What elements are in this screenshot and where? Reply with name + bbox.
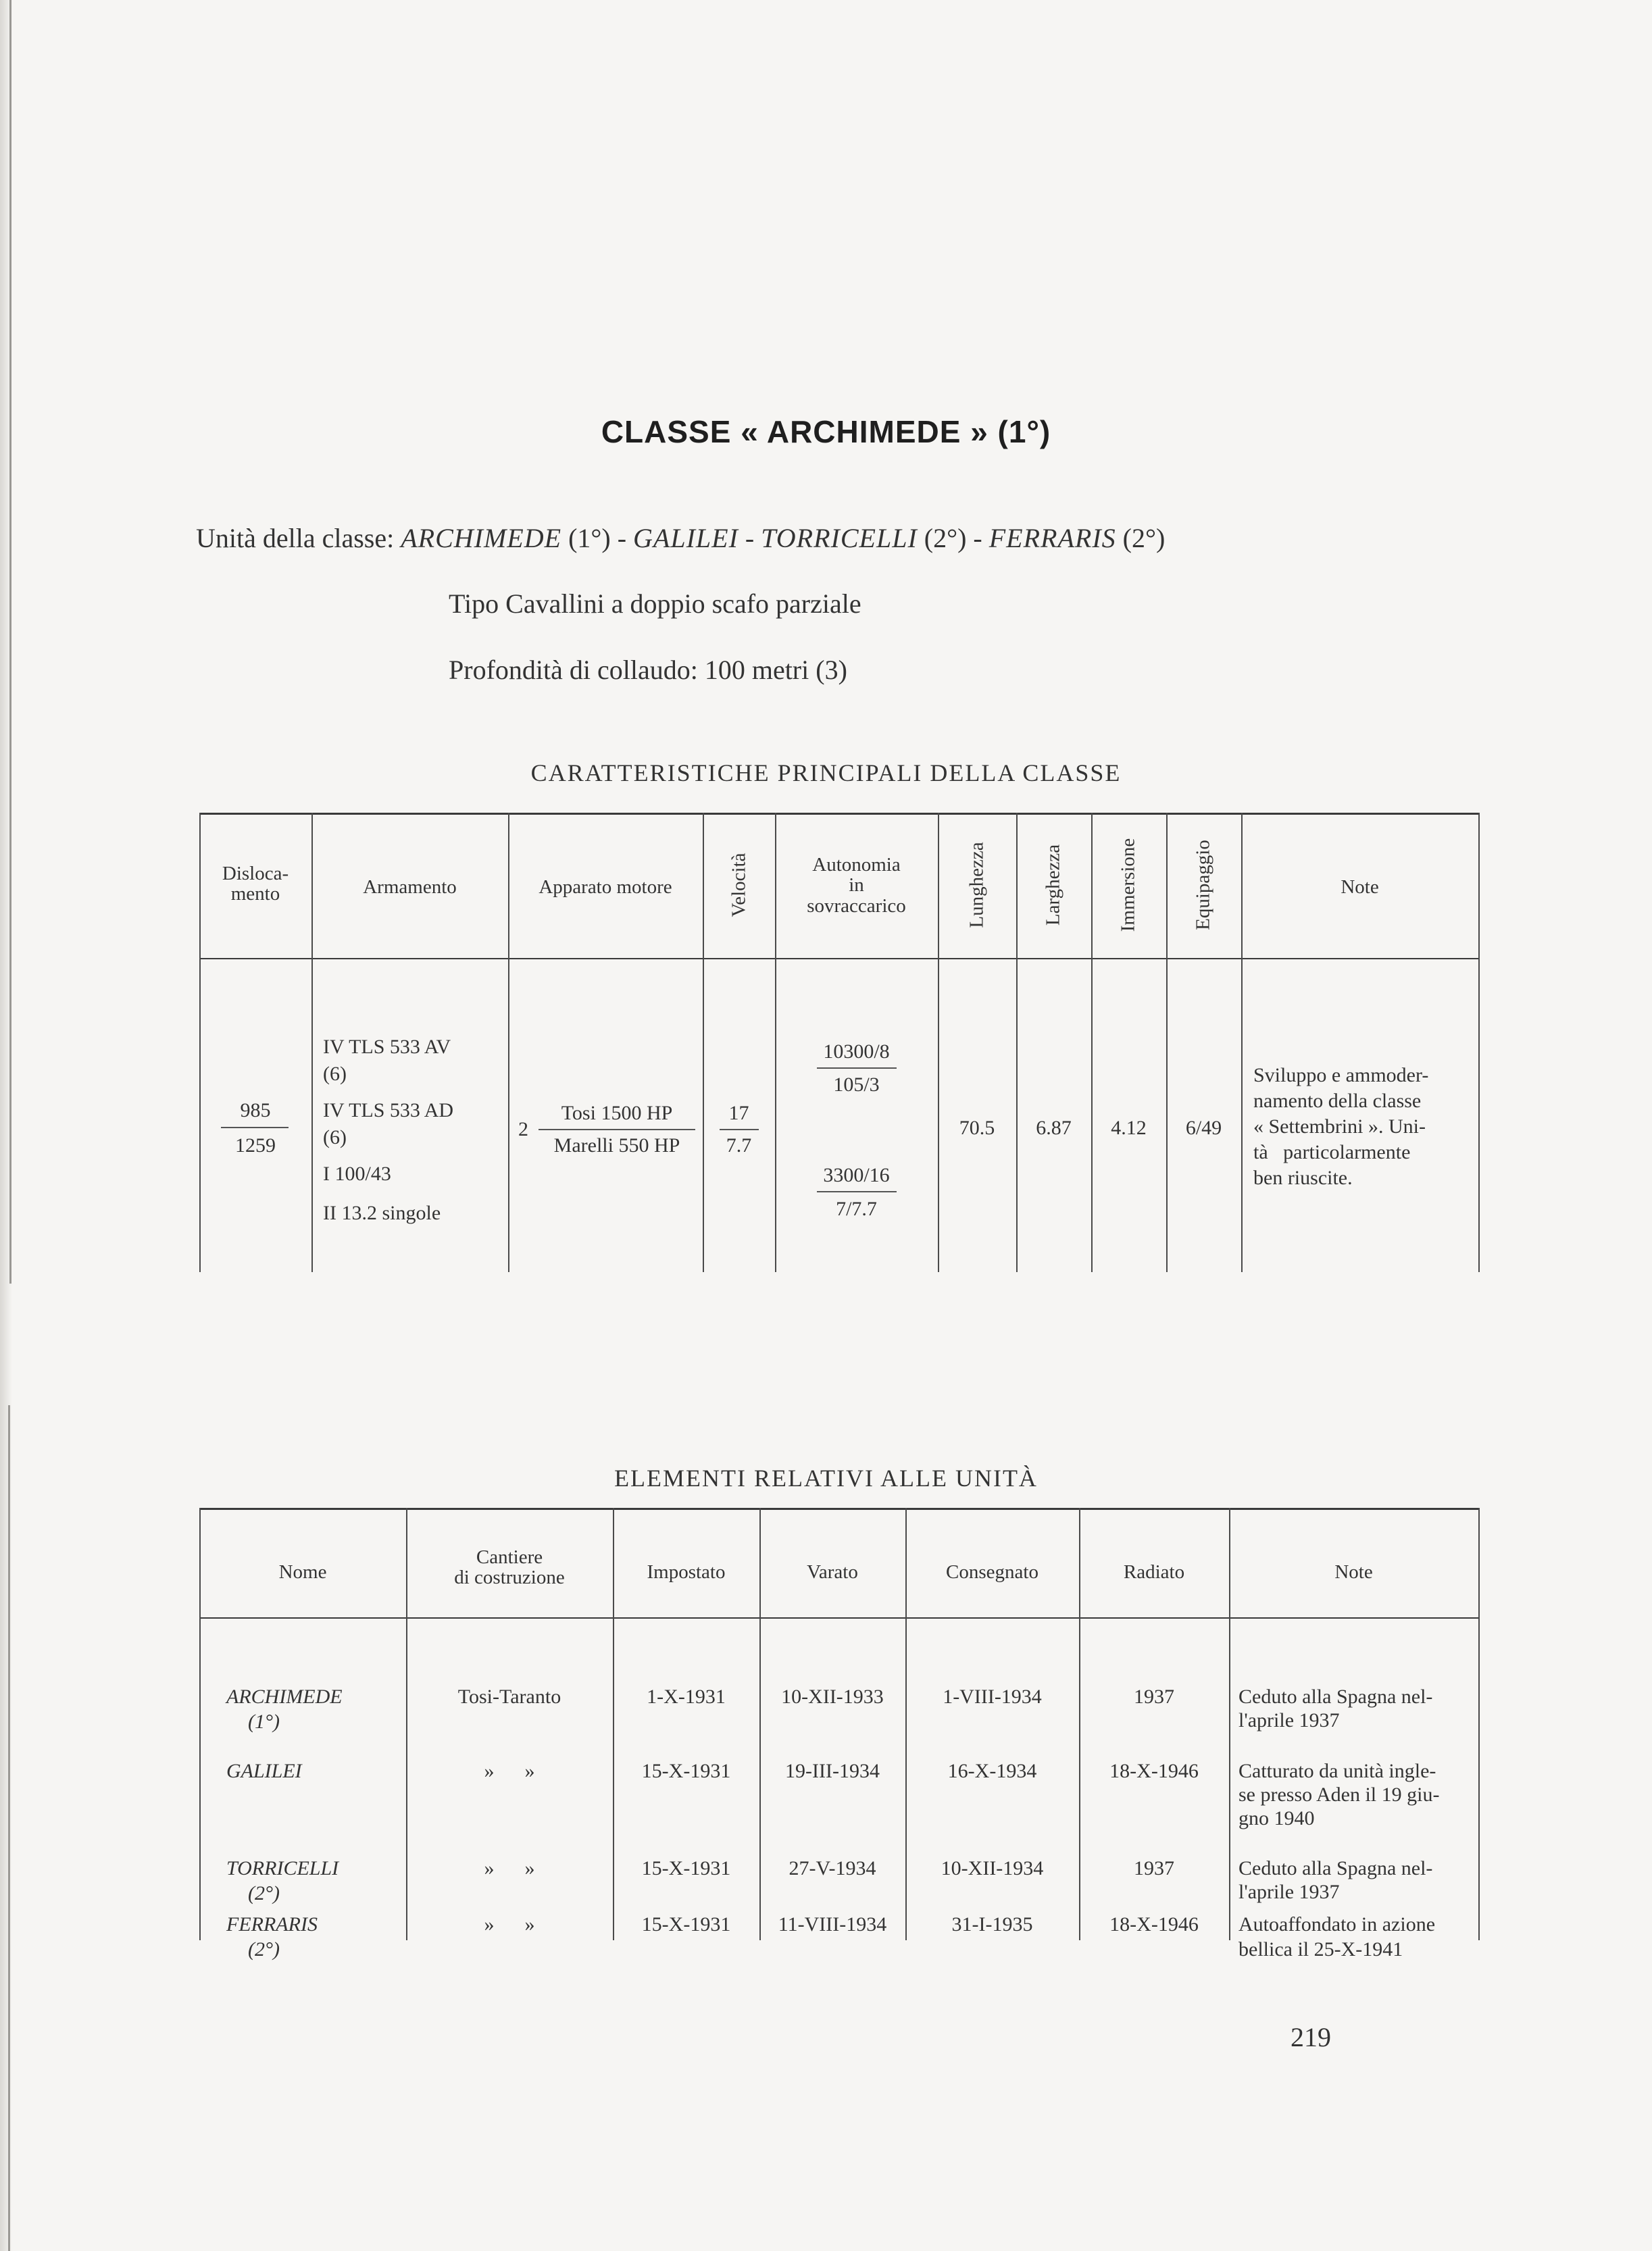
unit-sub-cell: (2°) — [248, 1882, 280, 1904]
autonomia-surface-sub: 105/3 — [833, 1073, 880, 1096]
header-armamento: Armamento — [363, 876, 457, 898]
fraction-bar — [817, 1191, 897, 1192]
header-autonomia: Autonomia in sovraccarico — [807, 854, 906, 917]
note-cell: Ceduto alla Spagna nel- — [1238, 1857, 1433, 1879]
table1-caption: CARATTERISTICHE PRINCIPALI DELLA CLASSE — [530, 759, 1122, 786]
units-table — [199, 1508, 1480, 1940]
header-dislocamento: Disloca- mento — [222, 863, 289, 905]
armamento-line: II 13.2 singole — [323, 1202, 441, 1224]
header-velocita: Velocità — [728, 853, 750, 917]
apparato-diesel: Tosi 1500 HP — [561, 1102, 673, 1124]
varato-cell: 27-V-1934 — [789, 1857, 876, 1879]
fraction-bar — [539, 1129, 695, 1130]
unit-name-cell: ARCHIMEDE — [226, 1686, 343, 1708]
header-larghezza: Larghezza — [1042, 844, 1064, 926]
impostato-cell: 1-X-1931 — [647, 1686, 726, 1708]
dislocamento-submerged: 1259 — [235, 1134, 276, 1157]
note-cell: Autoaffondato in azione — [1238, 1913, 1436, 1936]
note-cell: se presso Aden il 19 giu- — [1238, 1784, 1440, 1806]
header-cantiere: Cantiere di costruzione — [454, 1546, 565, 1589]
units-line: Unità della classe: ARCHIMEDE (1°) - GALILEI - TORRICELLI (2°) - FERRARIS (2°) — [196, 523, 1166, 553]
immersione-value: 4.12 — [1111, 1117, 1147, 1139]
consegnato-cell: 10-XII-1934 — [941, 1857, 1044, 1879]
varato-cell: 11-VIII-1934 — [778, 1913, 887, 1936]
header-varato: Varato — [807, 1561, 858, 1583]
consegnato-cell: 16-X-1934 — [947, 1760, 1037, 1782]
table-rule — [1091, 813, 1093, 1272]
unit-note: (2°) — [1122, 523, 1166, 553]
fraction-bar — [221, 1127, 289, 1128]
impostato-cell: 15-X-1931 — [641, 1857, 731, 1879]
cantiere-cell: Tosi-Taranto — [457, 1686, 561, 1708]
note-line: tà particolarmente — [1253, 1141, 1411, 1163]
armamento-line: IV TLS 533 AD — [323, 1099, 454, 1121]
radiato-cell: 18-X-1946 — [1109, 1913, 1199, 1936]
header-note: Note — [1334, 1561, 1373, 1583]
equipaggio-value: 6/49 — [1185, 1117, 1222, 1139]
header-note: Note — [1341, 876, 1379, 898]
armamento-line: (6) — [323, 1126, 347, 1148]
autonomia-submerged-sub: 7/7.7 — [836, 1198, 877, 1220]
unit-name-cell: FERRARIS — [226, 1913, 318, 1936]
autonomia-surface: 10300/8 — [823, 1040, 890, 1063]
table-rule — [199, 813, 1480, 815]
unit-name: ARCHIMEDE — [401, 523, 562, 553]
unit-name: GALILEI — [633, 523, 739, 553]
header-impostato: Impostato — [647, 1561, 726, 1583]
cantiere-cell: » » — [484, 1760, 535, 1782]
depth-line: Profondità di collaudo: 100 metri (3) — [449, 655, 847, 685]
table-rule — [938, 813, 939, 1272]
page-number: 219 — [1291, 2022, 1331, 2052]
impostato-cell: 15-X-1931 — [641, 1760, 731, 1782]
apparato-electric: Marelli 550 HP — [553, 1134, 680, 1157]
apparato-multiplier: 2 — [518, 1118, 528, 1140]
page-title: CLASSE « ARCHIMEDE » (1°) — [601, 414, 1051, 449]
unit-note: (1°) — [568, 523, 611, 553]
varato-cell: 19-III-1934 — [785, 1760, 880, 1782]
unit-name: TORRICELLI — [761, 523, 918, 553]
units-prefix: Unità della classe: — [196, 523, 395, 553]
varato-cell: 10-XII-1933 — [781, 1686, 884, 1708]
table-rule — [1478, 813, 1480, 1272]
scan-binding-line — [9, 0, 11, 1284]
table-rule — [199, 1508, 1480, 1510]
characteristics-table — [199, 813, 1480, 1272]
fraction-bar — [720, 1129, 759, 1130]
armamento-line: I 100/43 — [323, 1163, 391, 1185]
unit-name: FERRARIS — [988, 523, 1116, 553]
fraction-bar — [817, 1067, 897, 1069]
armamento-line: IV TLS 533 AV — [323, 1036, 451, 1058]
note-line: ben riuscite. — [1253, 1167, 1353, 1189]
unit-sub-cell: (2°) — [248, 1938, 280, 1961]
velocita-submerged: 7.7 — [726, 1134, 752, 1157]
impostato-cell: 15-X-1931 — [641, 1913, 731, 1936]
scan-binding-line — [8, 1405, 10, 2251]
note-line: namento della classe — [1253, 1090, 1422, 1112]
autonomia-submerged: 3300/16 — [823, 1164, 890, 1186]
table-rule — [1016, 813, 1018, 1272]
velocita-surface: 17 — [728, 1102, 749, 1124]
header-radiato: Radiato — [1123, 1561, 1185, 1583]
table-rule — [1478, 1508, 1480, 1940]
cantiere-cell: » » — [484, 1913, 535, 1936]
table-rule — [199, 958, 1480, 959]
table-rule — [199, 1617, 1480, 1619]
note-line: Sviluppo e ammoder- — [1253, 1064, 1429, 1086]
dislocamento-surface: 985 — [240, 1099, 271, 1121]
header-lunghezza: Lunghezza — [966, 842, 988, 928]
unit-sub-cell: (1°) — [248, 1711, 280, 1733]
note-cell: bellica il 25-X-1941 — [1238, 1938, 1403, 1961]
radiato-cell: 1937 — [1134, 1857, 1174, 1879]
larghezza-value: 6.87 — [1036, 1117, 1072, 1139]
note-cell: l'aprile 1937 — [1238, 1881, 1340, 1903]
armamento-line: (6) — [323, 1063, 347, 1085]
lunghezza-value: 70.5 — [959, 1117, 995, 1139]
cantiere-cell: » » — [484, 1857, 535, 1879]
unit-note: (2°) — [924, 523, 967, 553]
unit-name-cell: TORRICELLI — [226, 1857, 339, 1879]
note-cell: Catturato da unità ingle- — [1238, 1760, 1436, 1782]
header-immersione: Immersione — [1117, 838, 1139, 932]
type-line: Tipo Cavallini a doppio scafo parziale — [449, 588, 861, 619]
header-nome: Nome — [278, 1561, 327, 1583]
note-cell: l'aprile 1937 — [1238, 1709, 1340, 1731]
radiato-cell: 1937 — [1134, 1686, 1174, 1708]
header-consegnato: Consegnato — [946, 1561, 1038, 1583]
note-line: « Settembrini ». Uni- — [1253, 1115, 1426, 1138]
header-apparato-motore: Apparato motore — [539, 876, 672, 898]
note-cell: gno 1940 — [1238, 1807, 1315, 1829]
note-cell: Ceduto alla Spagna nel- — [1238, 1686, 1433, 1708]
unit-name-cell: GALILEI — [226, 1760, 302, 1782]
table2-caption: ELEMENTI RELATIVI ALLE UNITÀ — [614, 1465, 1038, 1492]
table-rule — [1166, 813, 1168, 1272]
table-rule — [703, 813, 704, 1272]
consegnato-cell: 1-VIII-1934 — [943, 1686, 1042, 1708]
header-equipaggio: Equipaggio — [1192, 840, 1214, 930]
radiato-cell: 18-X-1946 — [1109, 1760, 1199, 1782]
consegnato-cell: 31-I-1935 — [951, 1913, 1033, 1936]
